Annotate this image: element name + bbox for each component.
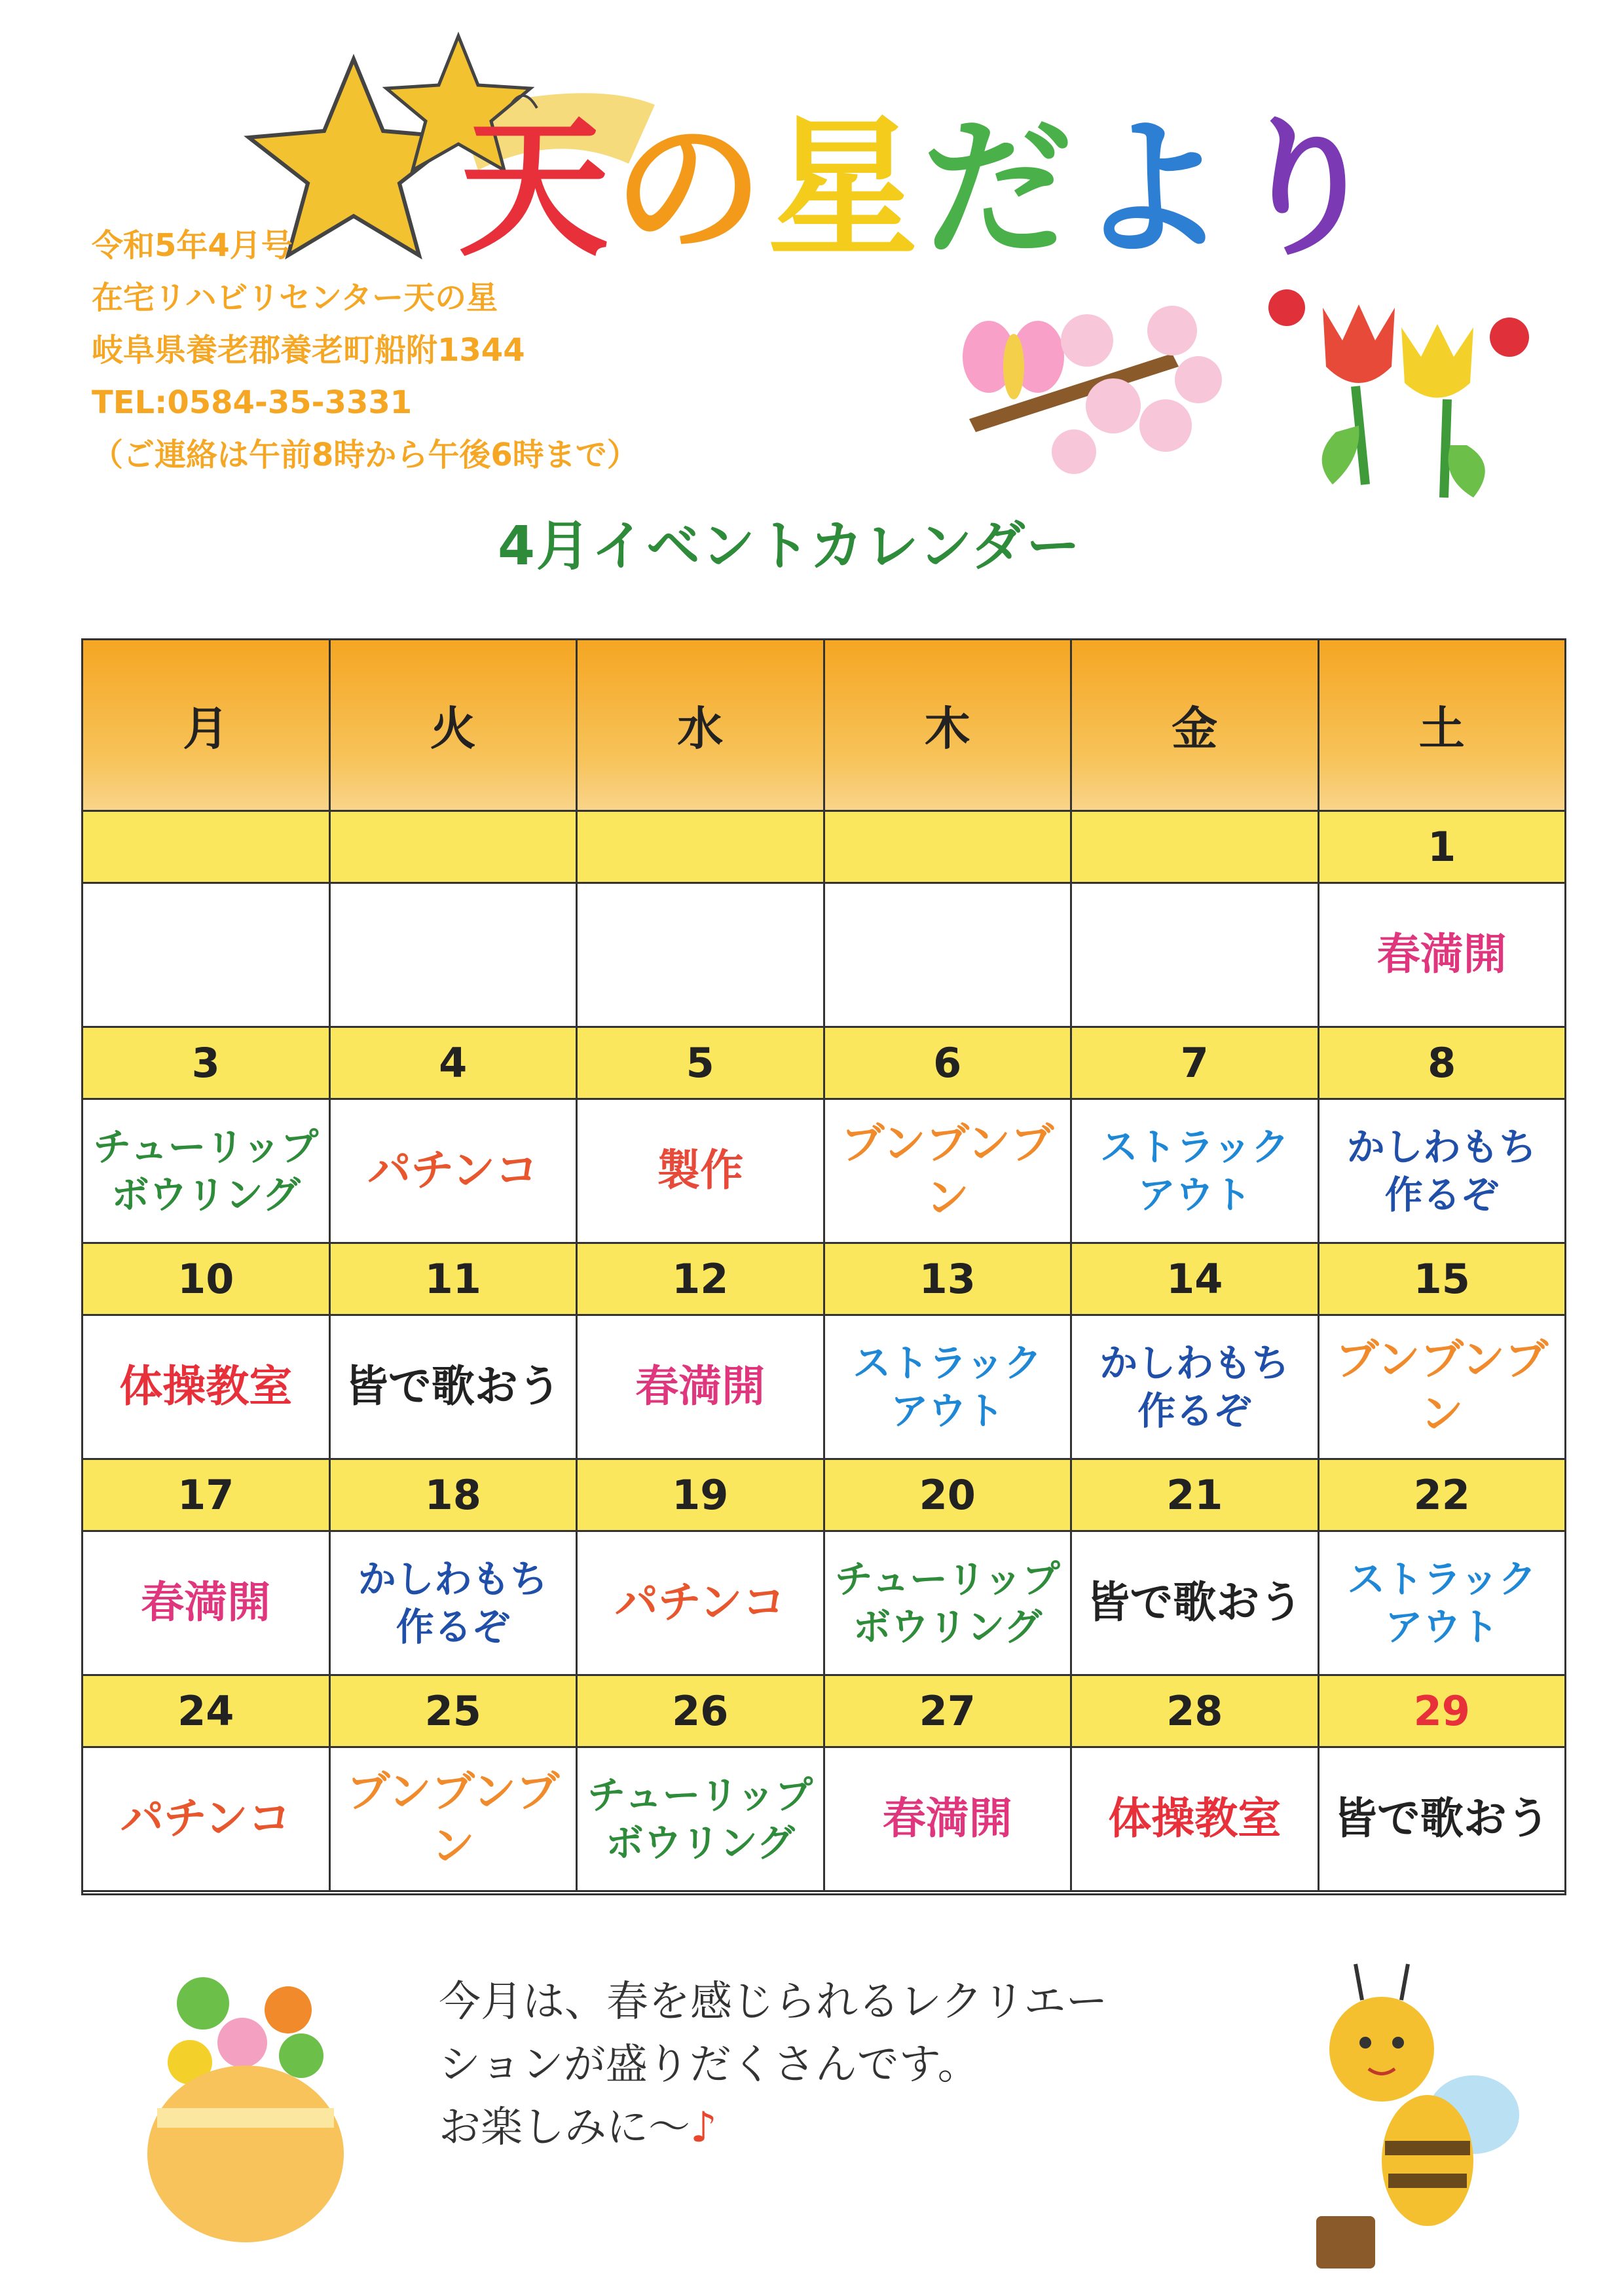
weekday-header: 金 [1072,640,1320,812]
event-cell [578,884,825,1028]
event-cell [1072,1100,1320,1244]
date-row [83,1676,1564,1748]
date-cell [825,812,1073,884]
event-label: 作るぞ [1137,1388,1252,1433]
event-label: 皆で歌おう [1086,1577,1303,1628]
flower-basket-icon [147,1977,344,2242]
date-row [83,1244,1564,1316]
event-label: 製作 [657,1145,744,1196]
contact-hours: （ご連絡は午前8時から午後6時まで） [92,437,638,473]
date-cell: 8 [1320,1028,1565,1100]
date-cell: 5 [578,1028,825,1100]
title-character: 星 [767,102,923,277]
event-cell [825,1316,1073,1460]
date-cell [83,812,331,884]
newsletter-info [92,219,681,481]
date-cell: 10 [83,1244,331,1316]
event-cell [1072,1532,1320,1676]
event-cell [1320,1100,1565,1244]
event-label: パチンコ [367,1145,539,1196]
footer-message [439,1971,1290,2159]
bee-icon [1316,1964,1519,2269]
date-cell: 20 [825,1460,1073,1532]
title-character: 天 [458,102,614,277]
issue-label: 令和5年4月号 [92,227,293,264]
date-cell: 3 [83,1028,331,1100]
tulip-icon [1322,304,1485,498]
weekday-header: 土 [1320,640,1565,812]
ladybug-icon [1268,289,1529,357]
message-line [439,2096,1290,2159]
event-cell [331,1532,578,1676]
event-cell [578,1532,825,1676]
date-cell: 19 [578,1460,825,1532]
title-character: の [613,102,768,277]
event-cell [1320,884,1565,1028]
title-character: り [1231,102,1386,277]
date-cell: 22 [1320,1460,1565,1532]
event-row [83,884,1564,1028]
event-label: アウト [890,1388,1005,1433]
event-cell [83,884,331,1028]
event-row [83,1100,1564,1244]
date-row [83,1028,1564,1100]
date-cell: 11 [331,1244,578,1316]
date-cell: 7 [1072,1028,1320,1100]
event-label: ブンブンブン [1335,1334,1549,1439]
event-label: アウト [1384,1604,1499,1649]
date-cell: 28 [1072,1676,1320,1748]
weekday-header: 月 [83,640,331,812]
event-cell [825,884,1073,1028]
event-cell [83,1100,331,1244]
event-cell [83,1748,331,1892]
date-row [83,812,1564,884]
title-character: だ [922,102,1077,277]
music-note-icon: ♪ [690,2104,717,2152]
event-label: 春満開 [635,1361,766,1412]
event-cell [1320,1316,1565,1460]
title-character: よ [1077,102,1232,277]
message-line: ションが盛りだくさんです。 [439,2041,980,2089]
date-cell: 13 [825,1244,1073,1316]
event-label: パチンコ [120,1793,291,1844]
event-label: ストラック [1347,1557,1537,1601]
date-cell: 14 [1072,1244,1320,1316]
event-label: ストラック [1099,1125,1289,1169]
event-label: 皆で歌おう [1333,1793,1550,1844]
event-label: 作るぞ [1384,1172,1499,1217]
event-cell [1072,1316,1320,1460]
weekday-header: 火 [331,640,578,812]
event-label: 春満開 [141,1577,271,1628]
address: 岐阜県養老郡養老町船附1344 [92,332,525,369]
event-row [83,1532,1564,1676]
event-label: チューリップ [834,1557,1060,1601]
event-calendar [81,638,1566,1895]
event-row [83,1748,1564,1892]
date-cell: 6 [825,1028,1073,1100]
date-cell: 18 [331,1460,578,1532]
event-cell [578,1100,825,1244]
date-cell [331,812,578,884]
weekday-header-row [83,640,1564,812]
event-label: ボウリング [853,1604,1043,1649]
message-line: 今月は、春を感じられるレクリエー [439,1978,1108,2026]
event-cell [825,1748,1073,1892]
event-label: ボウリング [111,1172,301,1217]
event-label: パチンコ [614,1577,786,1628]
date-cell [1072,812,1320,884]
event-cell [1320,1748,1565,1892]
event-cell [331,1748,578,1892]
date-cell: 25 [331,1676,578,1748]
event-label: ストラック [853,1341,1043,1385]
date-cell: 12 [578,1244,825,1316]
event-cell [1072,1748,1320,1892]
event-cell [1072,884,1320,1028]
event-label: 体操教室 [1108,1793,1282,1844]
date-cell: 15 [1320,1244,1565,1316]
event-row [83,1316,1564,1460]
event-cell [83,1316,331,1460]
event-label: 春満開 [882,1793,1012,1844]
event-cell [83,1532,331,1676]
date-cell: 4 [331,1028,578,1100]
date-cell: 17 [83,1460,331,1532]
event-cell [578,1316,825,1460]
event-label: かしわもち [1346,1125,1537,1169]
weekday-header: 木 [825,640,1073,812]
event-cell [331,884,578,1028]
event-label: かしわもち [1099,1341,1290,1385]
event-cell [825,1532,1073,1676]
event-label: 皆で歌おう [344,1361,561,1412]
event-label: 春満開 [1376,929,1507,980]
event-cell [1320,1532,1565,1676]
butterfly-icon [963,321,1064,399]
date-cell: 27 [825,1676,1073,1748]
phone-number: TEL:0584-35-3331 [92,384,413,421]
event-label: 体操教室 [119,1361,293,1412]
weekday-header: 水 [578,640,825,812]
event-label: ブンブンブン [841,1118,1054,1223]
date-row [83,1460,1564,1532]
organization-name: 在宅リハビリセンター天の星 [92,280,498,316]
event-cell [578,1748,825,1892]
message-line-text: お楽しみに〜 [439,2104,690,2152]
date-cell: 21 [1072,1460,1320,1532]
date-cell [578,812,825,884]
event-label: ボウリング [605,1820,795,1865]
date-cell: 24 [83,1676,331,1748]
date-cell: 1 [1320,812,1565,884]
event-cell [331,1100,578,1244]
event-label: チューリップ [587,1773,813,1817]
date-cell: 29 [1320,1676,1565,1748]
event-label: ブンブンブン [346,1766,560,1871]
calendar-title: 4月イベントカレンダー [498,515,1082,577]
event-label: アウト [1137,1172,1252,1217]
event-cell [331,1316,578,1460]
date-cell: 26 [578,1676,825,1748]
event-label: チューリップ [93,1125,319,1169]
event-label: かしわもち [358,1557,548,1601]
event-label: 作るぞ [396,1604,510,1649]
event-cell [825,1100,1073,1244]
